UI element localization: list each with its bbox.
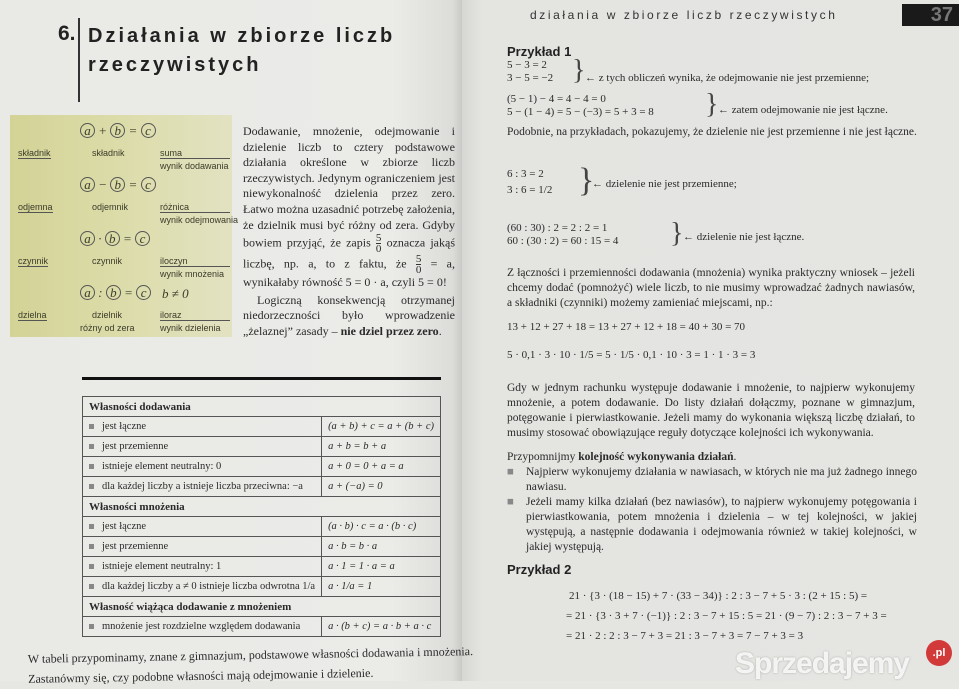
fraction: [376, 233, 382, 254]
formula-cell: a + 0 = 0 + a = a: [322, 457, 441, 477]
chapter-number: 6.: [58, 22, 76, 45]
label-first: składnik: [18, 148, 51, 158]
rule-end: .: [438, 323, 442, 338]
property-cell: [83, 577, 322, 597]
intro-text: Dodawanie, mnożenie, odejmowanie i dzielenie liczb to cztery podstawowe działania określone w zbiorze liczb rzeczywistych. Jedynym ograniczeniem jest niewykonalność dzielenia przez zero. Łatwo można uzasadnić potrzebę założenia, że dzielnik musi być różny od zera. Gdyby bowiem przyjąć, że zapis: [243, 124, 455, 250]
operator: +: [98, 123, 108, 138]
equation: [80, 231, 150, 247]
property-text: jest łączne: [102, 420, 147, 432]
order-paragraph: Gdy w jednym rachunku występuje dodawanie i mnożenie, to najpierw wykonujemy mnożenie, a potem dodawanie. Do listy działań dołączmy, poznane w gimnazjum, potęgowanie i pierwiastkowanie. Jeżeli mamy do wykonania większą liczbę działań, to musimy stosować obowiązujące reguły dotyczące kolejności ich wykonywania.: [507, 382, 915, 439]
formula-cell: a + (−a) = 0: [322, 477, 441, 497]
formula-cell: a · 1 = 1 · a = a: [322, 557, 441, 577]
operator: ·: [98, 231, 102, 246]
rule-paragraph: [243, 293, 455, 340]
sum-example: 13 + 12 + 27 + 18 = 13 + 27 + 12 + 18 = 40 + 30 = 70: [507, 321, 746, 333]
recall-bold: kolejność wykonywania działań: [578, 451, 734, 463]
div-group-a: [507, 168, 552, 197]
operand-b: b: [105, 231, 120, 246]
bullet-icon: [89, 584, 94, 589]
rules-list: [507, 465, 917, 555]
property-cell: [83, 417, 322, 437]
property-cell: [83, 477, 322, 497]
similarly-text: Podobnie, na przykładach, pokazujemy, że dzielenie nie jest przemienne i nie jest łączne.: [507, 126, 917, 138]
math-line: 3 − 5 = −2: [507, 72, 554, 84]
label-result: różnica: [160, 202, 230, 213]
label-first: odjemna: [18, 202, 53, 212]
bullet-icon: [89, 484, 94, 489]
rule-text: Logiczną konsekwencją otrzymanej niedorzeczności było wprowadzenie „żelaznej” zasady –: [243, 292, 455, 338]
bullet-icon: ■: [507, 496, 514, 508]
rule-item: [507, 465, 917, 495]
div-note-b: ← dzielenie nie jest łączne.: [683, 231, 805, 243]
label-result: suma: [160, 148, 230, 159]
section-title: Własności dodawania: [83, 397, 441, 417]
diagram-row: [10, 123, 232, 175]
rule-text: Najpierw wykonujemy działania w nawiasach, w których nie ma już żadnego innego nawiasu.: [526, 466, 917, 493]
conclusion-paragraph: Z łączności i przemienności dodawania (mnożenia) wynika praktyczny wniosek – jeżeli chcemy dodać (pomnożyć) wiele liczb, to nie musimy wprowadzać żadnych nawiasów, a składniki (czynniki) możemy zamieniać miejscami, np.:: [507, 267, 915, 309]
operand-b: b: [110, 123, 125, 138]
label-second: odjemnik: [92, 202, 129, 212]
div-group-b: [507, 222, 618, 248]
bullet-icon: ■: [507, 466, 514, 478]
formula-cell: a · 1/a = 1: [322, 577, 441, 597]
table-row: [83, 437, 441, 457]
math-line: 21 · {3 · (18 − 15) + 7 · (33 − 34)} : 2 : 3 − 7 + 5 · 3 : (2 + 15 : 5) =: [569, 590, 868, 602]
example-2-calculation: [566, 586, 887, 646]
section-title: Własności mnożenia: [83, 497, 441, 517]
operand-a: a: [80, 285, 95, 300]
chapter-title-line1: Działania w zbiorze liczb: [88, 25, 396, 47]
intro-text-b: oznacza jakąś liczbę, np. a, to z faktu, że: [243, 235, 456, 271]
brace-icon: }: [572, 55, 586, 86]
frac-num: 5: [415, 253, 422, 266]
table-row: [83, 477, 441, 497]
table-row: [83, 617, 441, 637]
result-c: c: [141, 177, 156, 192]
section-header: [83, 397, 441, 417]
table-row: [83, 537, 441, 557]
table-row: [83, 557, 441, 577]
rule-text: Jeżeli mamy kilka działań (bez nawiasów), to najpierw wykonujemy potęgowania i pierwiastkowania, potem mnożenia i dzielenia – w tej kolejności, w jakiej występują, a następnie dodawania i odejmowania również w takiej kolejności, w jakiej występują.: [526, 496, 917, 553]
table-row: [83, 457, 441, 477]
bullet-icon: [89, 444, 94, 449]
math-line: (60 : 30) : 2 = 2 : 2 = 1: [507, 222, 608, 234]
frac-den: 0: [415, 264, 422, 277]
equals: =: [128, 177, 138, 192]
operand-a: a: [80, 123, 95, 138]
math-line: 60 : (30 : 2) = 60 : 15 = 4: [507, 235, 619, 247]
ex1-note-b: ← zatem odejmowanie nie jest łączne.: [718, 104, 888, 116]
operator: −: [98, 177, 108, 192]
math-line: (5 − 1) − 4 = 4 − 4 = 0: [507, 93, 606, 105]
label-second: czynnik: [92, 256, 123, 266]
intro-paragraph: [243, 124, 455, 340]
property-cell: [83, 557, 322, 577]
brace-icon: }: [578, 162, 595, 199]
result-c: c: [136, 285, 151, 300]
math-line: 3 : 6 = 1/2: [507, 184, 553, 196]
brace-icon: }: [670, 218, 684, 249]
properties-table: [82, 377, 441, 637]
formula-cell: a · b = b · a: [322, 537, 441, 557]
formula-cell: (a + b) + c = a + (b + c): [322, 417, 441, 437]
section-header: [83, 597, 441, 617]
property-cell: [83, 457, 322, 477]
operand-b: b: [106, 285, 121, 300]
property-text: dla każdej liczby a ≠ 0 istnieje liczba odwrotna 1/a: [102, 580, 316, 592]
property-text: mnożenie jest rozdzielne względem dodawania: [102, 620, 301, 632]
example-1-title: Przykład 1: [507, 44, 572, 59]
watermark-logo: Sprzedajemy: [735, 647, 910, 680]
intro-text-c: = a, wynikałaby równość 5 = 0 · a, czyli 5 = 0!: [243, 256, 456, 290]
operand-b: b: [110, 177, 125, 192]
watermark-badge: .pl: [926, 640, 952, 666]
ex1-group-a: [507, 59, 553, 85]
equals: =: [128, 123, 138, 138]
section-header: [83, 497, 441, 517]
formula-cell: a · (b + c) = a · b + a · c: [322, 617, 441, 637]
label-second: składnik: [92, 148, 125, 158]
div-note-a: ← dzielenie nie jest przemienne;: [592, 178, 737, 190]
ex1-group-b: [507, 93, 654, 119]
table-row: [83, 517, 441, 537]
running-header: działania w zbiorze liczb rzeczywistych: [530, 8, 838, 22]
formula-cell: (a · b) · c = a · (b · c): [322, 517, 441, 537]
label-note: różny od zera: [80, 323, 135, 333]
bullet-icon: [89, 524, 94, 529]
diagram-row: [10, 231, 232, 283]
chapter-title-line2: rzeczywistych: [88, 54, 262, 76]
brace-icon: }: [705, 89, 719, 120]
bullet-icon: [89, 564, 94, 569]
diagram-row: [10, 177, 239, 229]
property-text: istnieje element neutralny: 0: [102, 460, 222, 472]
property-cell: [83, 517, 322, 537]
result-c: c: [135, 231, 150, 246]
property-cell: [83, 537, 322, 557]
property-cell: [83, 617, 322, 637]
math-line: = 21 · {3 · 3 + 7 · (−1)} : 2 : 3 − 7 + 15 : 5 = 21 · (9 − 7) : 2 : 3 − 7 + 3 =: [566, 610, 887, 622]
property-cell: [83, 437, 322, 457]
product-example: 5 · 0,1 · 3 · 10 · 1/5 = 5 · 1/5 · 0,1 · 10 · 3 = 1 · 1 · 3 = 3: [507, 349, 756, 361]
property-text: jest łączne: [102, 520, 147, 532]
property-text: dla każdej liczby a istnieje liczba przeciwna: −a: [102, 480, 303, 492]
bullet-icon: [89, 624, 94, 629]
recall-line: [507, 450, 736, 465]
frac-den: 0: [375, 243, 382, 256]
condition: b ≠ 0: [162, 286, 189, 301]
bullet-icon: [89, 464, 94, 469]
property-text: jest przemienne: [102, 540, 169, 552]
label-result-desc: wynik mnożenia: [160, 269, 225, 279]
equation: [80, 123, 156, 139]
frac-num: 5: [375, 232, 382, 245]
table-row: [83, 417, 441, 437]
rule-bold: nie dziel przez zero: [340, 323, 439, 338]
label-result: iloraz: [160, 310, 230, 321]
bottom-line-2: Zastanówmy się, czy podobne własności mają odejmowanie i dzielenie.: [28, 665, 374, 686]
label-result: iloczyn: [160, 256, 230, 267]
bottom-line-1: W tabeli przypominamy, znane z gimnazjum, podstawowe własności dodawania i mnożenia.: [27, 644, 474, 666]
rule-item: [507, 495, 917, 555]
example-2-title: Przykład 2: [507, 562, 572, 577]
label-result-desc: wynik dzielenia: [160, 323, 221, 333]
bottom-text: [28, 641, 474, 689]
equals: =: [123, 231, 132, 246]
label-first: dzielna: [18, 310, 47, 320]
label-second: dzielnik: [92, 310, 123, 320]
recall-end: .: [733, 451, 737, 463]
page-number: 37: [902, 4, 959, 26]
ex1-note-a: ← z tych obliczeń wynika, że odejmowanie nie jest przemienne;: [585, 72, 870, 84]
property-text: jest przemienne: [102, 440, 169, 452]
result-c: c: [141, 123, 156, 138]
equation: [80, 285, 151, 301]
formula-cell: a + b = b + a: [322, 437, 441, 457]
bullet-icon: [89, 424, 94, 429]
label-result-desc: wynik odejmowania: [160, 215, 239, 225]
property-text: istnieje element neutralny: 1: [102, 560, 222, 572]
equation: [80, 177, 156, 193]
chapter-divider: [78, 18, 80, 102]
bullet-icon: [89, 544, 94, 549]
diagram-row: [10, 285, 232, 337]
section-title: Własność wiążąca dodawanie z mnożeniem: [83, 597, 441, 617]
operand-a: a: [80, 177, 95, 192]
math-line: 5 − 3 = 2: [507, 59, 547, 71]
label-first: czynnik: [18, 256, 49, 266]
chapter-title: [88, 22, 395, 80]
label-result-desc: wynik dodawania: [160, 161, 229, 171]
table-row: [83, 577, 441, 597]
operator: :: [98, 285, 103, 300]
operations-diagram: [10, 115, 239, 337]
math-line: 6 : 3 = 2: [507, 168, 544, 180]
math-line: = 21 · 2 : 2 : 3 − 7 + 3 = 21 : 3 − 7 + 3 = 7 − 7 + 3 = 3: [566, 630, 804, 642]
equals: =: [124, 285, 133, 300]
math-line: 5 − (1 − 4) = 5 − (−3) = 5 + 3 = 8: [507, 106, 654, 118]
fraction: [416, 254, 422, 275]
operand-a: a: [80, 231, 95, 246]
recall-text: Przypomnijmy: [507, 451, 579, 463]
